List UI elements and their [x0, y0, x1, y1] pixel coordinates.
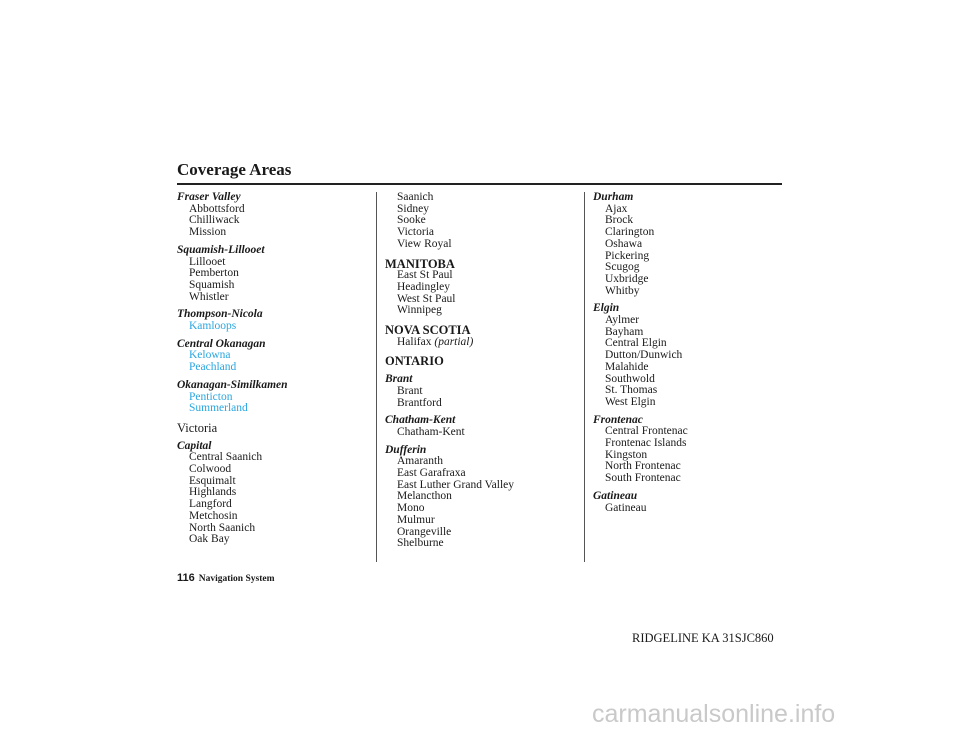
- list-item: Sooke: [397, 214, 426, 227]
- region-heading: Durham: [593, 191, 634, 203]
- list-item: Amaranth: [397, 455, 443, 468]
- region-list: [593, 315, 783, 409]
- list-item: Frontenac Islands: [605, 437, 687, 450]
- list-item: Sidney: [397, 202, 429, 215]
- list-item: Mono: [397, 502, 425, 515]
- column-1: [177, 192, 367, 546]
- list-item-link[interactable]: Summerland: [189, 402, 248, 415]
- list-item: Malahide: [605, 360, 649, 373]
- list-item: Colwood: [189, 463, 232, 476]
- region-heading: Thompson-Nicola: [177, 308, 263, 321]
- list-item: Pemberton: [189, 267, 239, 280]
- region-list: [177, 321, 367, 333]
- region-heading: Fraser Valley: [177, 191, 241, 203]
- list-item-label: Halifax: [397, 335, 432, 348]
- list-item: East Garafraxa: [397, 467, 466, 480]
- list-item: Highlands: [189, 486, 237, 499]
- column-divider: [584, 192, 585, 562]
- region-list: [177, 204, 367, 239]
- list-item: East Luther Grand Valley: [397, 478, 514, 491]
- column-3: [593, 192, 783, 514]
- list-item: Southwold: [605, 372, 655, 385]
- list-item: Orangeville: [397, 525, 452, 538]
- list-item: Kingston: [605, 448, 648, 461]
- list-item: Whistler: [189, 290, 229, 303]
- region-list: [177, 350, 367, 373]
- list-item: North Frontenac: [605, 460, 681, 473]
- region-list: [385, 386, 575, 409]
- region-heading: Squamish-Lillooet: [177, 243, 265, 256]
- list-item: Langford: [189, 498, 232, 511]
- region-list: [385, 427, 575, 439]
- list-item: Scugog: [605, 261, 640, 274]
- list-item: Gatineau: [605, 501, 647, 514]
- list-item: East St Paul: [397, 269, 453, 282]
- list-item-link[interactable]: Kamloops: [189, 320, 237, 333]
- region-heading: Central Okanagan: [177, 337, 266, 350]
- list-item: Dutton/Dunwich: [605, 349, 683, 362]
- list-item: Aylmer: [605, 314, 640, 327]
- list-item: Shelburne: [397, 537, 444, 550]
- province-heading: Victoria: [177, 420, 218, 435]
- list-item: Victoria: [397, 226, 434, 239]
- region-list: [593, 426, 783, 485]
- list-item: West Elgin: [605, 395, 656, 408]
- list-item: Brant: [397, 384, 423, 397]
- list-item: Saanich: [397, 191, 434, 203]
- list-item: Pickering: [605, 249, 650, 262]
- list-item: Oshawa: [605, 237, 643, 250]
- region-list: [385, 456, 575, 550]
- list-item: Whitby: [605, 284, 640, 297]
- page-footer: [177, 572, 275, 584]
- list-item: Chilliwack: [189, 214, 240, 227]
- province-heading: MANITOBA: [385, 256, 455, 271]
- list-item: Central Saanich: [189, 451, 263, 464]
- list-item: Central Frontenac: [605, 425, 688, 438]
- region-list: [385, 192, 575, 251]
- list-item-link[interactable]: Penticton: [189, 390, 233, 403]
- list-item: Metchosin: [189, 509, 238, 522]
- list-item: View Royal: [397, 237, 452, 250]
- column-2: [385, 192, 575, 550]
- list-item: Oak Bay: [189, 533, 230, 546]
- list-item: North Saanich: [189, 521, 256, 534]
- region-list: [593, 204, 783, 298]
- list-item-link[interactable]: Peachland: [189, 361, 237, 374]
- list-item: Bayham: [605, 325, 644, 338]
- region-heading: Gatineau: [593, 489, 638, 502]
- column-divider: [376, 192, 377, 562]
- region-heading: Dufferin: [385, 443, 427, 456]
- list-item: Lillooet: [189, 255, 226, 268]
- region-heading: Chatham-Kent: [385, 414, 456, 427]
- list-item: Winnipeg: [397, 304, 442, 317]
- region-heading: Brant: [385, 373, 413, 386]
- list-item: [397, 337, 575, 349]
- partial-note: (partial): [434, 335, 474, 348]
- province-heading: NOVA SCOTIA: [385, 323, 471, 338]
- list-item: Squamish: [189, 278, 235, 291]
- list-item: Abbottsford: [189, 202, 245, 215]
- region-list: [177, 452, 367, 546]
- list-item: West St Paul: [397, 292, 456, 305]
- list-item: Melancthon: [397, 490, 452, 503]
- list-item: Chatham-Kent: [397, 425, 465, 438]
- region-list: [385, 337, 575, 349]
- list-item: South Frontenac: [605, 472, 681, 485]
- list-item-link[interactable]: Kelowna: [189, 349, 231, 362]
- region-list: [593, 503, 783, 515]
- region-heading: Okanagan-Similkamen: [177, 378, 288, 391]
- region-list: [177, 392, 367, 415]
- watermark: carmanualsonline.info: [592, 700, 836, 728]
- region-list: [177, 257, 367, 304]
- list-item: St. Thomas: [605, 384, 658, 397]
- list-item: Headingley: [397, 280, 451, 293]
- page-number: 116: [177, 572, 195, 584]
- list-item: Clarington: [605, 226, 655, 239]
- list-item: Ajax: [605, 202, 628, 215]
- list-item: Esquimalt: [189, 474, 236, 487]
- region-heading: Frontenac: [593, 413, 643, 426]
- province-heading: ONTARIO: [385, 354, 444, 369]
- list-item: Uxbridge: [605, 272, 649, 285]
- region-heading: Elgin: [593, 302, 620, 315]
- list-item: Central Elgin: [605, 337, 667, 350]
- region-heading: Capital: [177, 439, 212, 452]
- page-title: Coverage Areas: [177, 160, 292, 179]
- document-code: RIDGELINE KA 31SJC860: [632, 631, 774, 645]
- list-item: Mission: [189, 226, 227, 239]
- list-item: Brantford: [397, 396, 442, 409]
- region-list: [385, 270, 575, 317]
- list-item: Mulmur: [397, 513, 435, 526]
- section-label: Navigation System: [198, 574, 275, 584]
- list-item: Brock: [605, 214, 634, 227]
- title-rule: [177, 183, 782, 185]
